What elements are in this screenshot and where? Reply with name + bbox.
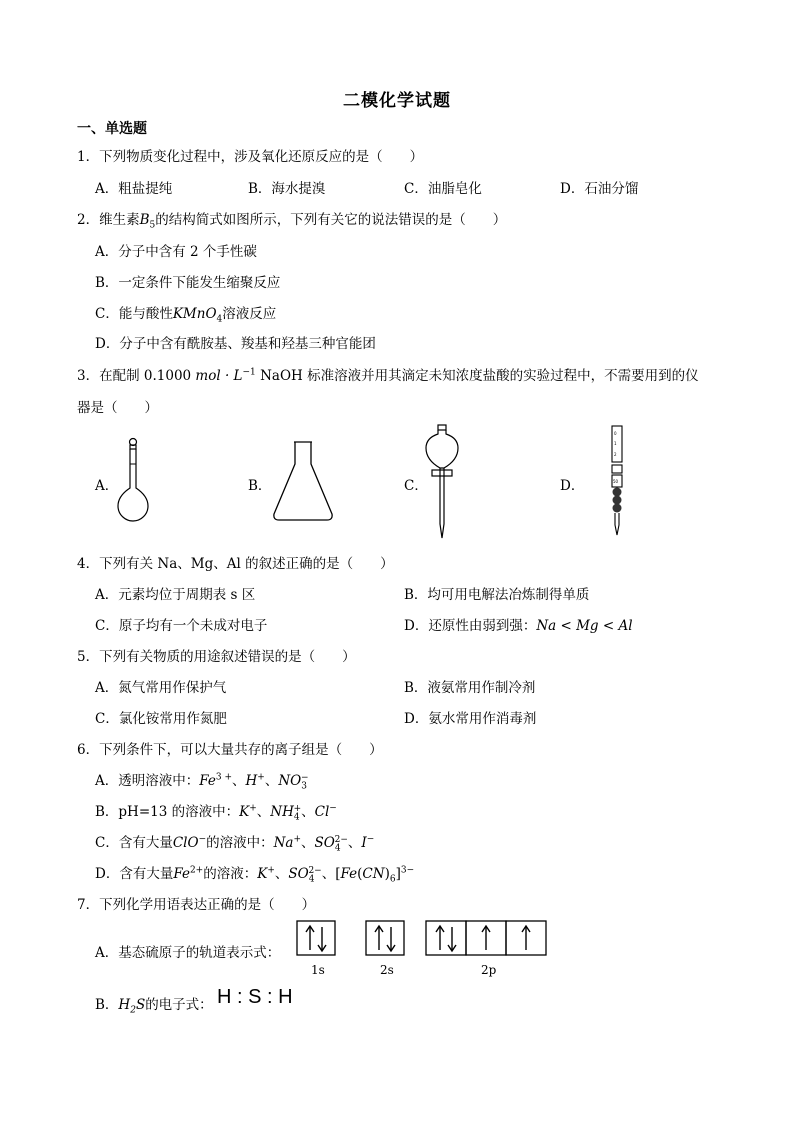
q2-option-b: B．一定条件下能发生缩聚反应 [95,275,281,291]
q2-option-c: C．能与酸性KMnO$_4$溶液反应 [95,306,277,325]
orbital-label-1s: 1s [311,963,325,977]
q3-option-a: A． [95,478,119,494]
svg-text:0: 0 [614,431,617,436]
q5-option-a: A．氮气常用作保护气 [95,680,227,696]
q4-option-b: B．均可用电解法冶炼制得单质 [404,587,590,603]
q6-option-c: C．含有大量ClO−的溶液中：Na+、$SO_4^{2-}$、I− [95,834,375,854]
page-title: 二模化学试题 [343,91,451,111]
orbital-diagram [296,919,548,959]
q1-option-c: C．油脂皂化 [404,181,482,197]
q4-option-c: C．原子均有一个未成对电子 [95,618,268,634]
q7-option-a: A．基态硫原子的轨道表示式： [95,945,281,961]
q1-option-d: D．石油分馏 [560,181,639,197]
q6-option-d: D．含有大量$Fe^{2+}$的溶液：K+、$SO_4^{2-}$、$[Fe(CN)_6]^{3-}$ [95,865,415,885]
q5-option-c: C．氯化铵常用作氮肥 [95,711,227,727]
volumetric-flask-icon [112,436,160,526]
q4-option-a: A．元素均位于周期表 s 区 [95,587,256,603]
q5-option-d: D．氨水常用作消毒剂 [404,711,537,727]
orbital-label-2s: 2s [380,963,394,977]
h2s-electron-formula: H : S : H [217,986,293,1008]
q1-stem: 1．下列物质变化过程中，涉及氧化还原反应的是（ ） [77,149,424,165]
section-heading: 一、单选题 [77,121,147,137]
q4-option-d: D．还原性由弱到强：Na < Mg < Al [404,618,633,634]
svg-text:50: 50 [613,479,619,484]
q2-option-d: D．分子中含有酰胺基、羧基和羟基三种官能团 [95,336,376,352]
q6-stem: 6．下列条件下，可以大量共存的离子组是（ ） [77,742,383,758]
q3-option-c: C． [404,478,428,494]
q5-option-b: B．液氨常用作制冷剂 [404,680,536,696]
q1-option-b: B．海水提溴 [248,181,326,197]
svg-text:1: 1 [614,441,617,446]
q3-stem-line2: 器是（ ） [77,400,158,416]
orbital-label-2p: 2p [481,963,497,977]
separatory-funnel-icon [422,424,462,540]
q7-stem: 7．下列化学用语表达正确的是（ ） [77,897,316,913]
q3-option-d: D． [560,478,585,494]
q3-option-b: B． [248,478,272,494]
q3-stem: 3．在配制 0.1000 mol · $L^{-1}$ NaOH 标准溶液并用其滴定未知浓度盐酸的实验过程中，不需要用到的仪 [77,367,699,384]
q1-option-a: A．粗盐提纯 [95,181,173,197]
q2-option-a: A．分子中含有 2 个手性碳 [95,244,257,260]
svg-text:2: 2 [614,452,617,457]
q4-stem: 4．下列有关 Na、Mg、Al 的叙述正确的是（ ） [77,556,394,572]
q7-option-b: B．$H_2S$的电子式： [95,997,213,1016]
burette-icon [606,425,630,537]
conical-flask-icon [270,440,336,522]
q6-option-b: B．pH=13 的溶液中：K+、$NH_4^+$、Cl− [95,803,337,823]
q5-stem: 5．下列有关物质的用途叙述错误的是（ ） [77,649,356,665]
q2-stem: 2．维生素$B_5$的结构简式如图所示，下列有关它的说法错误的是（ ） [77,212,507,231]
q6-option-a: A．透明溶液中：$Fe^{3 +}$、H+、$NO_3^-$ [95,772,309,792]
